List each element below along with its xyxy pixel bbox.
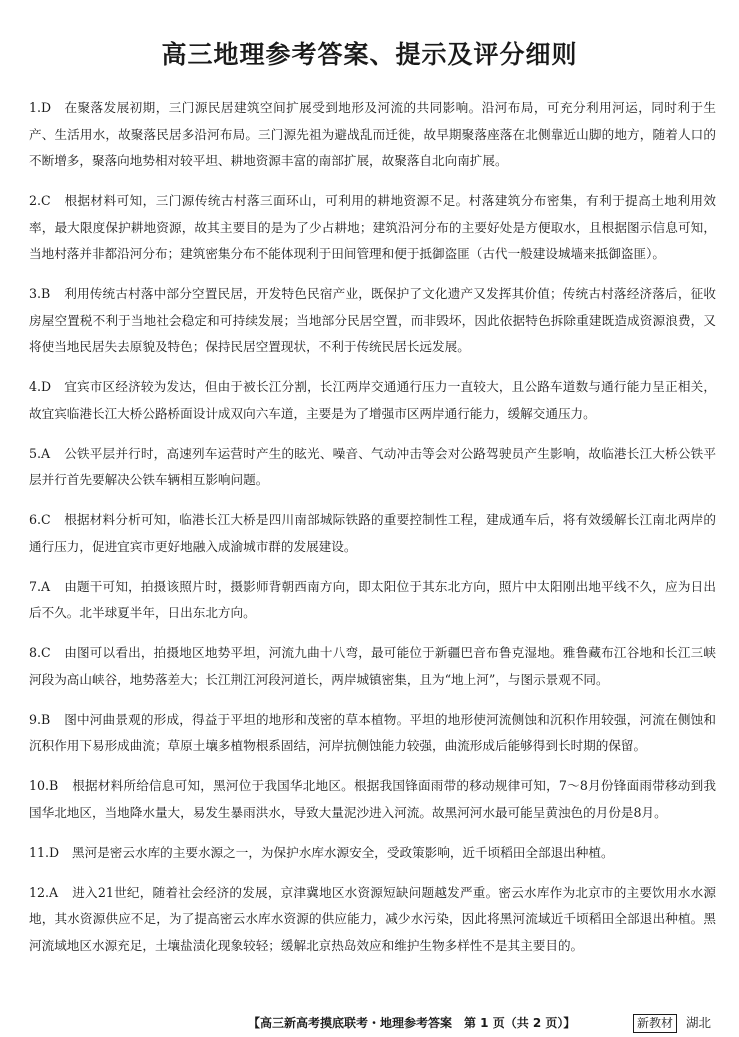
answer-item <box>29 707 716 760</box>
answer-item <box>29 574 716 627</box>
answer-number: 5.A <box>29 445 51 461</box>
answer-item <box>29 188 716 268</box>
answer-item <box>29 441 716 494</box>
answer-number: 4.D <box>29 379 52 394</box>
answer-explanation: 黑河是密云水库的主要水源之一，为保护水库水源安全，受政策影响，近千顷稻田全部退出种植。 <box>72 844 614 860</box>
answer-item <box>29 773 716 826</box>
page-title: 高三地理参考答案、提示及评分细则 <box>161 40 578 69</box>
answer-number: 1.D <box>29 100 52 115</box>
answer-number: 9.B <box>29 711 51 727</box>
answer-explanation: 由图可以看出，拍摄地区地势平坦，河流九曲十八弯，最可能位于新疆巴音布鲁克湿地。雅鲁藏布江谷地和长江三峡河段为高山峡谷，地势落差大；长江荆江河段河道长，两岸城镇密集，且为“地上河”，与图示景观不同。 <box>29 645 716 687</box>
answer-item <box>29 640 716 693</box>
footer-page-info: 【高三新高考摸底联考・地理参考答案 第 1 页（共 2 页）】 <box>248 1016 576 1030</box>
page-footer <box>0 1012 739 1034</box>
answer-explanation: 根据材料可知，三门源传统古村落三面环山，可利用的耕地资源不足。村落建筑分布密集，有利于提高土地利用效率，最大限度保护耕地资源，故其主要目的是为了少占耕地；建筑沿河分布的主要好处是方便取水，且根据图示信息可知，当地村落并非都沿河分布；建筑密集分布不能体现利于田间管理和便于抵御盗匪（古代一般建设城墙来抵御盗匪）。 <box>29 193 716 261</box>
answer-item <box>29 840 716 867</box>
answer-explanation: 图中河曲景观的形成，得益于平坦的地形和茂密的草本植物。平坦的地形使河流侧蚀和沉积作用较强，河流在侧蚀和沉积作用下易形成曲流；草原土壤多植物根系固结，河岸抗侧蚀能力较强，曲流形成后能够得到长时期的保留。 <box>29 711 716 753</box>
answer-explanation: 利用传统古村落中部分空置民居，开发特色民宿产业，既保护了文化遗产又发挥其价值；传统古村落经济落后，征收房屋空置税不利于当地社会稳定和可持续发展；当地部分民居空置，而非毁坏，因此依据特色拆除重建既造成资源浪费，又将使当地民居失去原貌及特色；保持民居空置现状，不利于传统民居长远发展。 <box>29 286 716 354</box>
answer-explanation: 进入21世纪，随着社会经济的发展，京津冀地区水资源短缺问题越发严重。密云水库作为北京市的主要饮用水水源地，其水资源供应不足，为了提高密云水库水资源的供应能力，减少水污染，因此将黑河流域近千顷稻田全部退出种植。黑河流域地区水源充足，土壤盐渍化现象较轻；缓解北京热岛效应和维护生物多样性不是其主要目的。 <box>29 884 716 953</box>
answer-item <box>29 95 716 175</box>
answer-explanation: 根据材料分析可知，临港长江大桥是四川南部城际铁路的重要控制性工程，建成通车后，将有效缓解长江南北两岸的通行压力，促进宜宾市更好地融入成渝城市群的发展建设。 <box>29 512 716 554</box>
answer-item <box>29 880 716 960</box>
answer-list <box>29 95 716 973</box>
answer-number: 12.A <box>29 884 59 900</box>
answer-explanation: 根据材料所给信息可知，黑河位于我国华北地区。根据我国锋面雨带的移动规律可知，7～8月份锋面雨带移动到我国华北地区，当地降水量大，易发生暴雨洪水，导致大量泥沙进入河流。故黑河河水最可能呈黄浊色的月份是8月。 <box>29 778 716 820</box>
answer-item <box>29 281 716 361</box>
answer-explanation: 在聚落发展初期，三门源民居建筑空间扩展受到地形及河流的共同影响。沿河布局，可充分利用河运，同时利于生产、生活用水，故聚落民居多沿河布局。三门源先祖为避战乱而迁徙，故早期聚落座落在北侧靠近山脚的地方，随着人口的不断增多，聚落向地势相对较平坦、耕地资源丰富的南部扩展，故聚落自北向南扩展。 <box>29 100 716 168</box>
answer-explanation: 由题干可知，拍摄该照片时，摄影师背朝西南方向，即太阳位于其东北方向，照片中太阳刚出地平线不久，应为日出后不久。北半球夏半年，日出东北方向。 <box>29 578 716 620</box>
answer-item <box>29 374 716 427</box>
answer-explanation: 宜宾市区经济较为发达，但由于被长江分割，长江两岸交通通行压力一直较大，且公路车道数与通行能力呈正相关，故宜宾临港长江大桥公路桥面设计成双向六车道，主要是为了增强市区两岸通行能力，缓解交通压力。 <box>29 379 716 421</box>
answer-number: 6.C <box>29 512 51 527</box>
answer-number: 2.C <box>29 193 51 208</box>
answer-item <box>29 507 716 560</box>
answer-number: 11.D <box>29 844 60 860</box>
answer-explanation: 公铁平层并行时，高速列车运营时产生的眩光、噪音、气动冲击等会对公路驾驶员产生影响，故临港长江大桥公铁平层并行首先要解决公铁车辆相互影响问题。 <box>29 445 716 487</box>
answer-number: 8.C <box>29 645 51 660</box>
edition-badge: 新教材 <box>633 1014 677 1033</box>
answer-number: 10.B <box>29 778 59 793</box>
region-label: 湖北 <box>686 1015 712 1030</box>
answer-number: 7.A <box>29 578 51 594</box>
answer-number: 3.B <box>29 286 51 301</box>
